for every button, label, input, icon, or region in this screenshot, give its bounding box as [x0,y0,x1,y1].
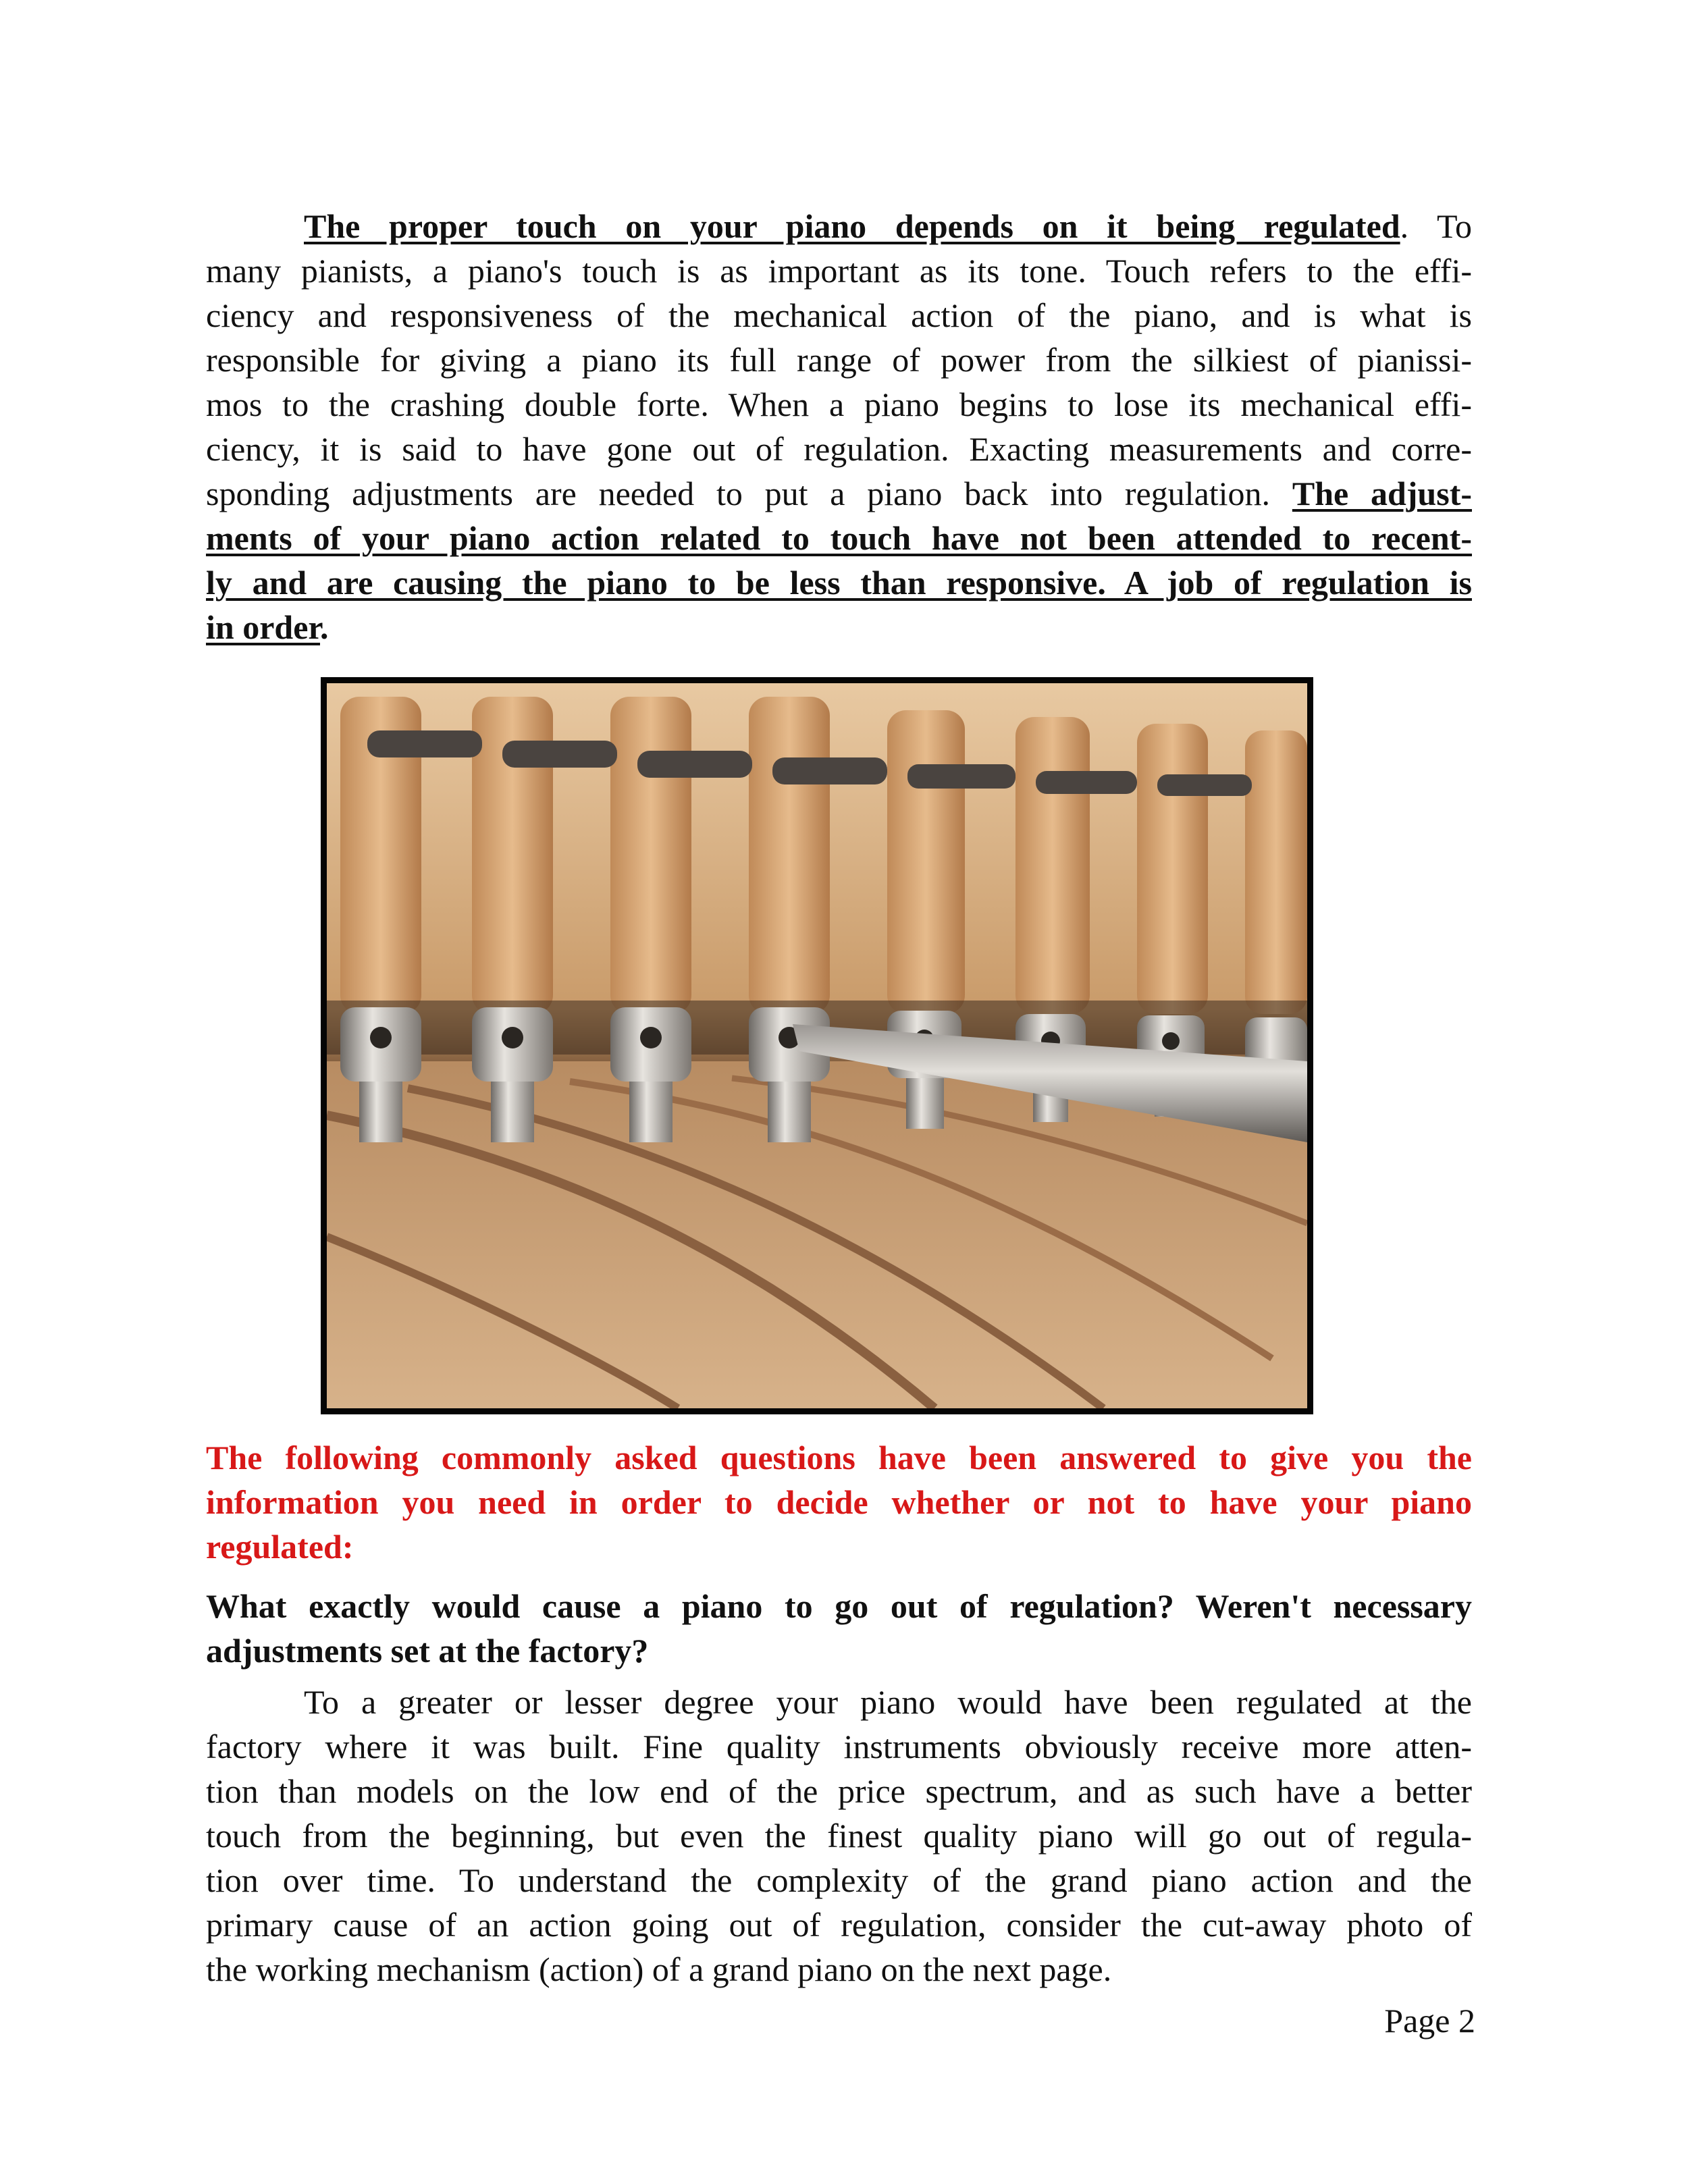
intro-last-line: in order. [206,608,329,646]
intro-line: mos to the crashing double forte. When a piano begins to lose its mechanical effi- [206,385,1472,423]
intro-line: ciency and responsiveness of the mechanical action of the piano, and is what is [206,296,1472,334]
intro-line-1: The proper touch on your piano depends on it being regulated. To [304,207,1472,245]
spring [1157,774,1252,796]
screw-hole [502,1027,523,1048]
faq-intro-heading [206,1435,1472,1569]
screw-thread [629,1082,672,1142]
faq-answer [206,1680,1472,1992]
page-number: Page 2 [1384,2002,1475,2040]
spring [367,730,482,757]
answer-line: tion than models on the low end of the price spectrum, and as such have a better [206,1772,1472,1810]
wippen [1137,724,1208,1014]
wippen [1245,730,1307,1014]
wooden-action-parts [340,697,1307,1014]
answer-line: touch from the beginning, but even the finest quality piano will go out of regula- [206,1817,1472,1855]
piano-action-illustration [327,683,1307,1408]
intro-line-7: sponding adjustments are needed to put a piano back into regulation. The adjust- [206,475,1472,512]
screw-hole [640,1027,662,1048]
wippen [610,697,691,1014]
intro-paragraph [206,204,1472,649]
intro-line: ciency, it is said to have gone out of regulation. Exacting measurements and corre- [206,430,1472,468]
answer-line: To a greater or lesser degree your piano would have been regulated at the [304,1683,1472,1721]
red-heading-line: The following commonly asked questions have been answered to give you the [206,1439,1472,1476]
screw-thread [768,1082,811,1142]
red-heading-line: information you need in order to decide whether or not to have your piano [206,1483,1472,1521]
spring [502,741,617,768]
answer-line: primary cause of an action going out of regulation, consider the cut-away photo of [206,1906,1472,1944]
spring [1036,771,1137,794]
faq-question [206,1584,1472,1673]
intro-bold-line: ly and are causing the piano to be less than responsive. A job of regulation is [206,564,1472,602]
red-heading-line: regulated: [206,1528,354,1566]
screw-thread [906,1078,944,1129]
wippen [1016,717,1090,1014]
screw-thread [359,1082,402,1142]
intro-lead-bold: The proper touch on your piano depends on it being regulated [304,207,1400,245]
spring [637,751,752,778]
answer-line: factory where it was built. Fine quality instruments obviously receive more atten- [206,1728,1472,1765]
wippen [887,710,965,1014]
piano-action-photo [321,677,1313,1414]
spring [772,757,887,784]
intro-line: responsible for giving a piano its full range of power from the silkiest of pianissi- [206,341,1472,379]
intro-line: many pianists, a piano's touch is as important as its tone. Touch refers to the effi- [206,252,1472,290]
answer-line: the working mechanism (action) of a grand piano on the next page. [206,1950,1112,1988]
screw-hole [1162,1032,1180,1050]
screw-hole [370,1027,392,1048]
question-line: adjustments set at the factory? [206,1632,649,1670]
wippen [749,697,830,1014]
screw-thread [491,1082,534,1142]
intro-bold-line: ments of your piano action related to touch have not been attended to recent- [206,519,1472,557]
spring [907,764,1016,789]
answer-line: tion over time. To understand the complexity of the grand piano action and the [206,1861,1472,1899]
question-line: What exactly would cause a piano to go out of regulation? Weren't necessary [206,1587,1472,1625]
